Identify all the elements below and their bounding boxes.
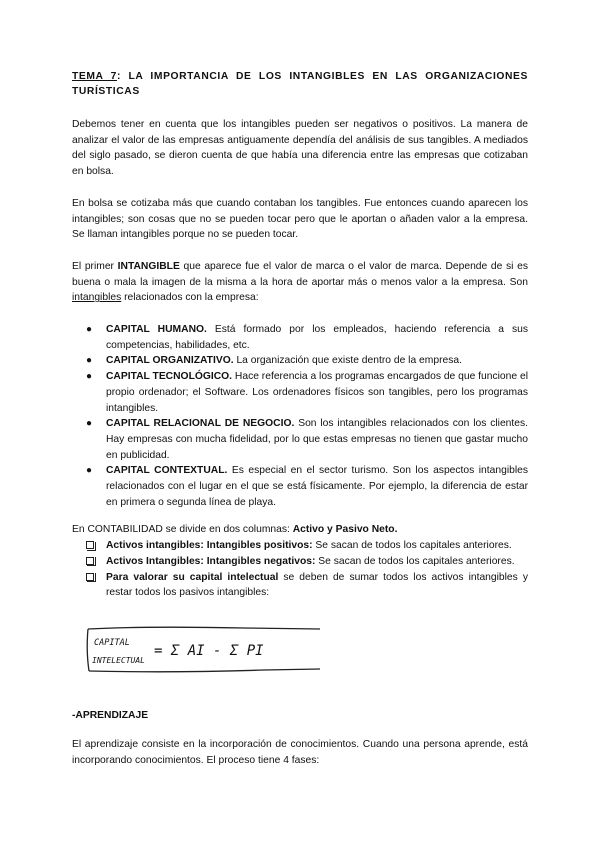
list-item-text: Está formado por los empleados, haciendo referencia a sus competencias, habilidades, etc.: [106, 324, 528, 351]
checklist-item: [72, 538, 528, 554]
formula-rhs: = Σ AI - Σ PI: [154, 642, 264, 659]
title-text: : LA IMPORTANCIA DE LOS INTANGIBLES EN LAS ORGANIZACIONES TURÍSTICAS: [72, 71, 528, 97]
bullet-icon: ●: [86, 418, 93, 430]
bullet-icon: ●: [86, 324, 93, 336]
checkbox-bullet-icon: [86, 573, 94, 581]
list-item: [72, 322, 528, 353]
list-item: [72, 369, 528, 416]
list-item-text: La organización que existe dentro de la empresa.: [233, 355, 462, 367]
bullet-icon: ●: [86, 355, 93, 367]
list-item: [72, 353, 528, 369]
contabilidad-bold: Activo y Pasivo Neto.: [292, 524, 398, 536]
contabilidad-text: En CONTABILIDAD se divide en dos columnas:: [72, 524, 293, 536]
list-item-text: Hace referencia a los programas encargados de que funcione el propio ordenador; el Software. Los ordenadores físicos son tangibles, pero los programas intangibles.: [106, 371, 528, 414]
bullet-icon: ●: [86, 465, 93, 477]
p3-intangibles-underlined: intangibles: [72, 292, 122, 304]
list-item-text: Es especial en el sector turismo. Son los aspectos intangibles relacionados con el lugar en el que se está físicamente. Por ejemplo, la diferencia de estar en primera o segunda línea de playa.: [106, 465, 528, 508]
checklist-text: Se sacan de todos los capitales anteriores.: [315, 555, 515, 567]
paragraph-3: [72, 259, 528, 306]
paragraph-2: En bolsa se cotizaba más que cuando contaban los tangibles. Fue entonces cuando aparecen los intangibles; son cosas que no se pueden tocar pero que le aportan o añaden valor a la empresa. Se llaman intangibles porque no se pueden tocar.: [72, 197, 528, 241]
checklist-term: Para valorar su capital intelectual: [106, 571, 279, 583]
formula-line-2: INTELECTUAL: [92, 655, 145, 665]
p3-intangible: INTANGIBLE: [117, 260, 180, 272]
handwritten-formula: [84, 623, 324, 675]
list-item-term: CAPITAL CONTEXTUAL.: [106, 465, 228, 477]
checkbox-bullet-icon: [86, 541, 94, 549]
list-item-term: CAPITAL TECNOLÓGICO.: [106, 371, 233, 383]
list-item-term: CAPITAL HUMANO.: [106, 324, 207, 336]
paragraph-1: Debemos tener en cuenta que los intangibles pueden ser negativos o positivos. La manera de analizar el valor de las empresas antiguamente dependía del análisis de sus tangibles. A mediados del siglo pasado, se dieron cuenta de que había una diferencia entre las empresas que cotizaban en bolsa.: [72, 119, 528, 178]
document-title: [72, 70, 528, 99]
formula-line-1: CAPITAL: [94, 637, 130, 648]
bullet-icon: ●: [86, 371, 93, 383]
list-item: [72, 463, 528, 510]
checklist-term: Activos intangibles: Intangibles positivos:: [106, 540, 313, 552]
p3-part-b: que aparece fue el valor de marca o el valor de marca. Depende de si es buena o mala la imagen de la misma a la hora de aportar más o menos valor a la empresa. Son: [72, 260, 528, 288]
p3-part-c: relacionados con la empresa:: [121, 292, 259, 304]
list-item: [72, 416, 528, 463]
section-title-aprendizaje: -APRENDIZAJE: [72, 709, 149, 721]
formula-bottom-border: [89, 669, 320, 672]
paragraph-aprendizaje: El aprendizaje consiste en la incorporación de conocimientos. Cuando una persona aprende, está incorporando conocimientos. El proceso tiene 4 fases:: [72, 738, 528, 766]
capital-list: [72, 322, 528, 510]
checklist-text: Se sacan de todos los capitales anteriores.: [312, 540, 512, 552]
contabilidad-line: [72, 522, 528, 538]
checklist-term: Activos Intangibles: Intangibles negativos:: [106, 555, 316, 567]
list-item-text: Son los intangibles relacionados con los clientes. Hay empresas con mucha fidelidad, por lo que estas empresas no tienen que gastar mucho en publicidad.: [106, 418, 529, 461]
formula-top-border: [88, 627, 320, 629]
checklist-item: [72, 554, 528, 570]
checkbox-bullet-icon: [86, 557, 94, 565]
formula-left-border: [87, 629, 89, 671]
p3-part-a: El primer: [72, 260, 118, 272]
checklist-item: [72, 570, 528, 601]
list-item-term: CAPITAL ORGANIZATIVO.: [106, 355, 234, 367]
contabilidad-list: [72, 538, 528, 601]
list-item-term: CAPITAL RELACIONAL DE NEGOCIO.: [106, 418, 295, 430]
title-tema: TEMA 7: [72, 71, 117, 82]
checklist-text: se deben de sumar todos los activos intangibles y restar todos los pasivos intangibles:: [106, 571, 528, 599]
